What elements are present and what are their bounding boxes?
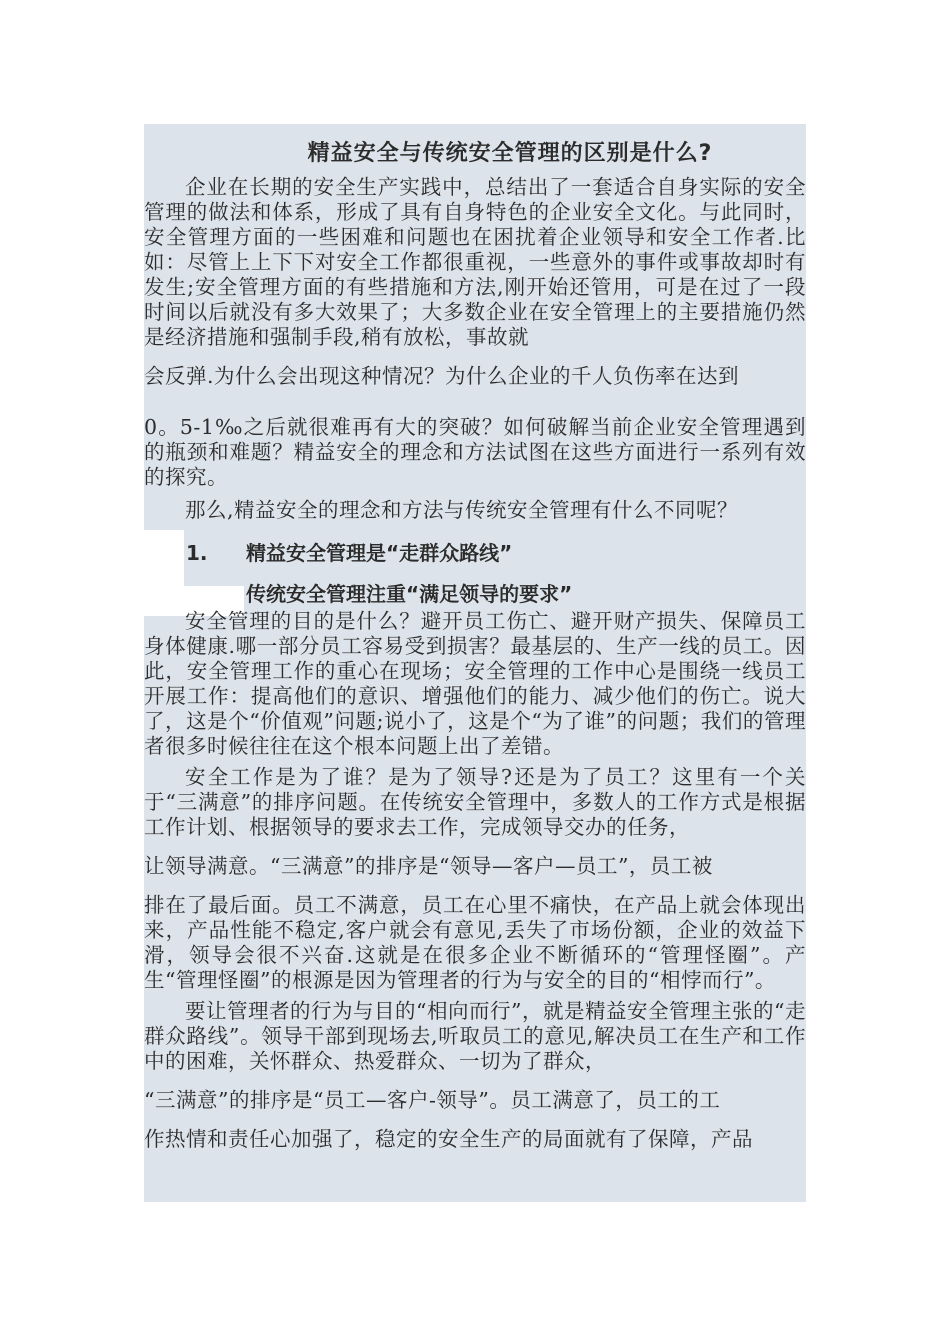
body-paragraph-5b: “三满意”的排序是“员工—客户-领导”。员工满意了，员工的工 (144, 1088, 721, 1112)
body-paragraph-4a: 安全工作是为了谁？是为了领导?还是为了员工？这里有一个关于“三满意”的排序问题。在传统安全管理中，多数人的工作方式是根据工作计划、根据领导的要求去工作，完成领导交办的任务， (144, 765, 806, 839)
body-paragraph-5a: 要让管理者的行为与目的“相向而行”，就是精益安全管理主张的“走群众路线”。领导干部到现场去,听取员工的意见,解决员工在生产和工作中的困难，关怀群众、热爱群众、一切为了群众， (144, 999, 806, 1073)
body-paragraph-4c: 排在了最后面。员工不满意，员工在心里不痛快，在产品上就会体现出来，产品性能不稳定,客户就会有意见,丢失了市场份额，企业的效益下滑，领导会很不兴奋.这就是在很多企业不断循环的“管理怪圈”。产生“管理怪圈”的根源是因为管理者的行为与安全的目的“相悖而行”。 (144, 893, 806, 992)
document-body (144, 124, 806, 1152)
intro-paragraph-2: 那么,精益安全的理念和方法与传统安全管理有什么不同呢？ (185, 498, 739, 522)
intro-paragraph-1a: 企业在长期的安全生产实践中，总结出了一套适合自身实际的安全管理的做法和体系，形成了具有自身特色的企业安全文化。与此同时，安全管理方面的一些困难和问题也在困扰着企业领导和安全工作者.比如：尽管上上下下对安全工作都很重视，一些意外的事件或事故却时有发生;安全管理方面的有些措施和方法,刚开始还管用，可是在过了一段时间以后就没有多大效果了；大多数企业在安全管理上的主要措施仍然是经济措施和强制手段,稍有放松，事故就 (144, 175, 806, 349)
section-number: 1. (186, 541, 208, 565)
body-paragraph-5c: 作热情和责任心加强了，稳定的安全生产的局面就有了保障，产品 (144, 1127, 753, 1151)
section-subheading: 传统安全管理注重“满足领导的要求” (246, 582, 573, 606)
body-paragraph-4b: 让领导满意。“三满意”的排序是“领导—客户—员工”，员工被 (144, 854, 713, 878)
section-heading (186, 537, 806, 566)
intro-paragraph-1b: 会反弹.为什么会出现这种情况？为什么企业的千人负伤率在达到 (144, 364, 740, 388)
body-paragraph-3: 安全管理的目的是什么？避开员工伤亡、避开财产损失、保障员工身体健康.哪一部分员工容易受到损害？最基层的、生产一线的员工。因此，安全管理工作的重心在现场；安全管理的工作中心是围绕一线员工开展工作：提高他们的意识、增强他们的能力、减少他们的伤亡。说大了，这是个“价值观”问题;说小了，这是个“为了谁”的问题；我们的管理者很多时候往往在这个根本问题上出了差错。 (144, 609, 806, 758)
document-title: 精益安全与传统安全管理的区别是什么? (307, 141, 713, 166)
section-heading-text: 精益安全管理是“走群众路线” (246, 541, 513, 565)
intro-paragraph-1c: 0。5-1‰之后就很难再有大的突破？如何破解当前企业安全管理遇到的瓶颈和难题？精益安全的理念和方法试图在这些方面进行一系列有效的探究。 (144, 415, 806, 489)
